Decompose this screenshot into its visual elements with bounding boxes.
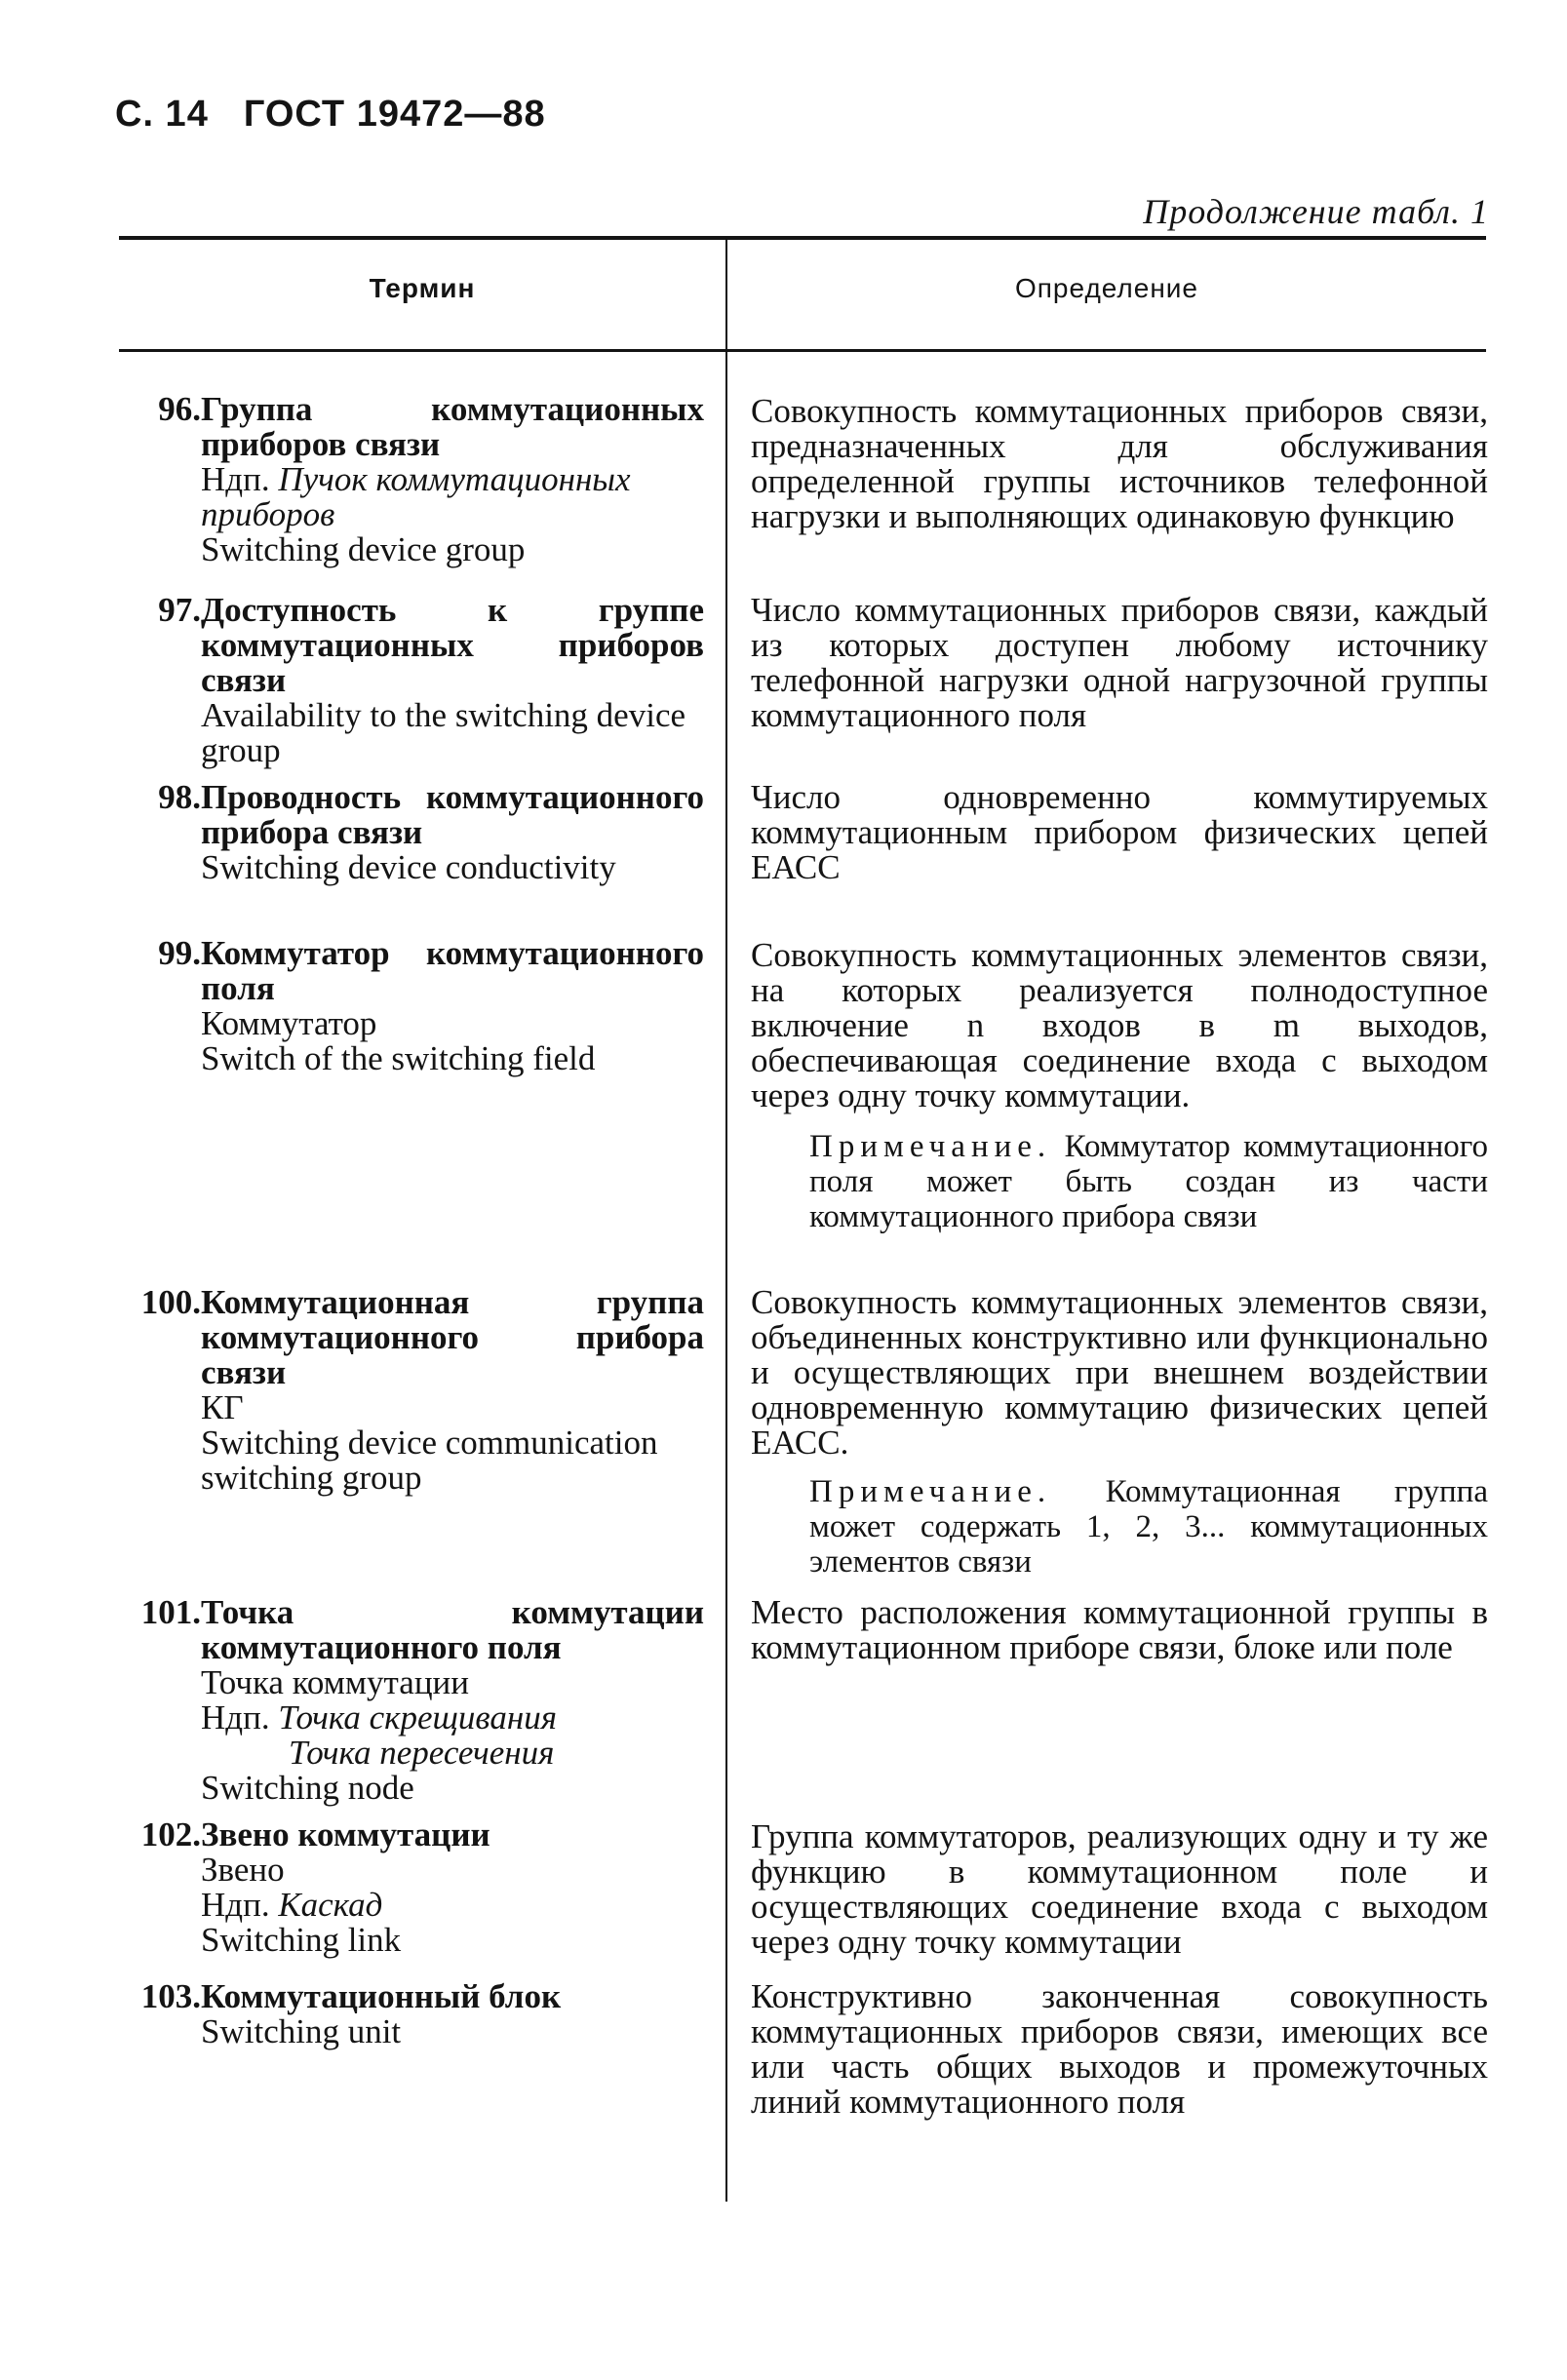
synonym-prefix: Ндп. [201,1698,270,1736]
term-number: 103. [140,1977,201,2015]
term-english: Switch of the switching field [201,1039,596,1077]
term-synonym: Коммутатор [201,1004,377,1042]
term-english: Switching node [201,1769,414,1807]
term-name: Коммутационный блок [201,1977,562,2015]
term-english: Switching unit [201,2012,402,2050]
term-entry-99 [119,936,704,1076]
term-synonym: КГ [201,1388,244,1426]
definition-98: Число одновременно коммутируемых коммутационным прибором физических цепей ЕАСС [751,778,1488,886]
term-number: 98. [158,778,201,816]
note-99 [809,1129,1488,1234]
term-english: Availability to the switching device group [201,696,686,769]
definition-102: Группа коммутаторов, реализующих одну и ту же функцию в коммутационном поле и осуществляющих соединение входа с выходом через одну точку коммутации [751,1817,1488,1961]
term-english: Switching device conductivity [201,848,616,886]
definition-103: Конструктивно законченная совокупность коммутационных приборов связи, имеющих все или часть общих выходов и промежуточных линий коммутационного поля [751,1977,1488,2121]
body-column-divider [725,351,727,2202]
term-synonym-line [201,462,704,532]
column-header-definition: Определение [1014,273,1199,303]
definition-96: Совокупность коммутационных приборов связи, предназначенных для обслуживания определенной группы источников телефонной нагрузки и выполняющих одинаковую функцию [751,392,1488,535]
term-number: 100. [140,1283,201,1321]
note-label: Примечание. [809,1129,1052,1164]
synonym-prefix: Ндп. [201,1886,270,1924]
note-label: Примечание. [809,1474,1052,1509]
term-synonym-line [201,1700,704,1736]
deprecated-synonym: Точка пересечения [289,1734,555,1772]
term-name: Проводность коммутационного прибора связи [201,778,704,851]
term-english: Switching link [201,1921,402,1959]
term-entry-97 [119,593,704,768]
term-name: Группа коммутационных приборов связи [201,390,704,463]
term-entry-98 [119,780,704,885]
term-number: 102. [140,1815,201,1853]
term-name: Точка коммутации коммутационного поля [201,1593,704,1666]
synonym-prefix: Ндп. [201,460,270,498]
page-header [115,94,546,136]
definition-100: Совокупность коммутационных элементов связи, объединенных конструктивно или функционально и осуществляющих при внешнем воздействии одновременную коммутацию физических цепей ЕАСС. [751,1283,1488,1462]
deprecated-synonym: Каскад [278,1886,383,1924]
term-synonym-line [201,1888,704,1923]
term-synonym: Точка коммутации [201,1663,470,1701]
term-entry-101 [119,1595,704,1806]
term-name: Коммутационная группа коммутационного прибора связи [201,1283,704,1391]
table-continuation-label: Продолжение табл. 1 [1143,192,1489,231]
definition-97: Число коммутационных приборов связи, каждый из которых доступен любому источнику телефонной нагрузки одной нагрузочной группы коммутационного поля [751,591,1488,734]
term-name: Коммутатор коммутационного поля [201,934,704,1007]
column-header-term: Термин [369,273,476,303]
term-number: 99. [158,934,201,972]
term-entry-100 [119,1285,704,1496]
term-name: Доступность к группе коммутационных приборов связи [201,591,704,699]
definition-99: Совокупность коммутационных элементов связи, на которых реализуется полнодоступное включение n входов в m выходов, обеспечивающая соединение входа с выходом через одну точку коммутации. [751,936,1488,1114]
term-synonym: Звено [201,1851,285,1889]
term-name: Звено коммутации [201,1815,490,1853]
note-text: Коммутатор коммутационного поля может быть создан из части коммутационного прибора связи [809,1129,1488,1234]
note-100 [809,1474,1488,1580]
term-number: 97. [158,591,201,629]
note-text: Коммутационная группа может содержать 1, 2, 3... коммутационных элементов связи [809,1474,1488,1580]
term-entry-102 [119,1817,704,1958]
term-number: 101. [140,1593,201,1631]
table-header-rule [119,349,1486,352]
term-english: Switching device group [201,530,526,568]
term-number: 96. [158,390,201,428]
table-top-rule [119,236,1486,240]
term-entry-96 [119,392,704,567]
standard-title: ГОСТ 19472—88 [243,94,546,135]
deprecated-synonym: Точка скрещивания [278,1698,558,1736]
page-number: С. 14 [115,94,209,135]
definition-101: Место расположения коммутационной группы в коммутационном приборе связи, блоке или поле [751,1593,1488,1666]
term-english: Switching device communication switching group [201,1424,658,1497]
deprecated-synonym: Пучок коммутационных приборов [201,460,631,533]
term-entry-103 [119,1979,704,2049]
